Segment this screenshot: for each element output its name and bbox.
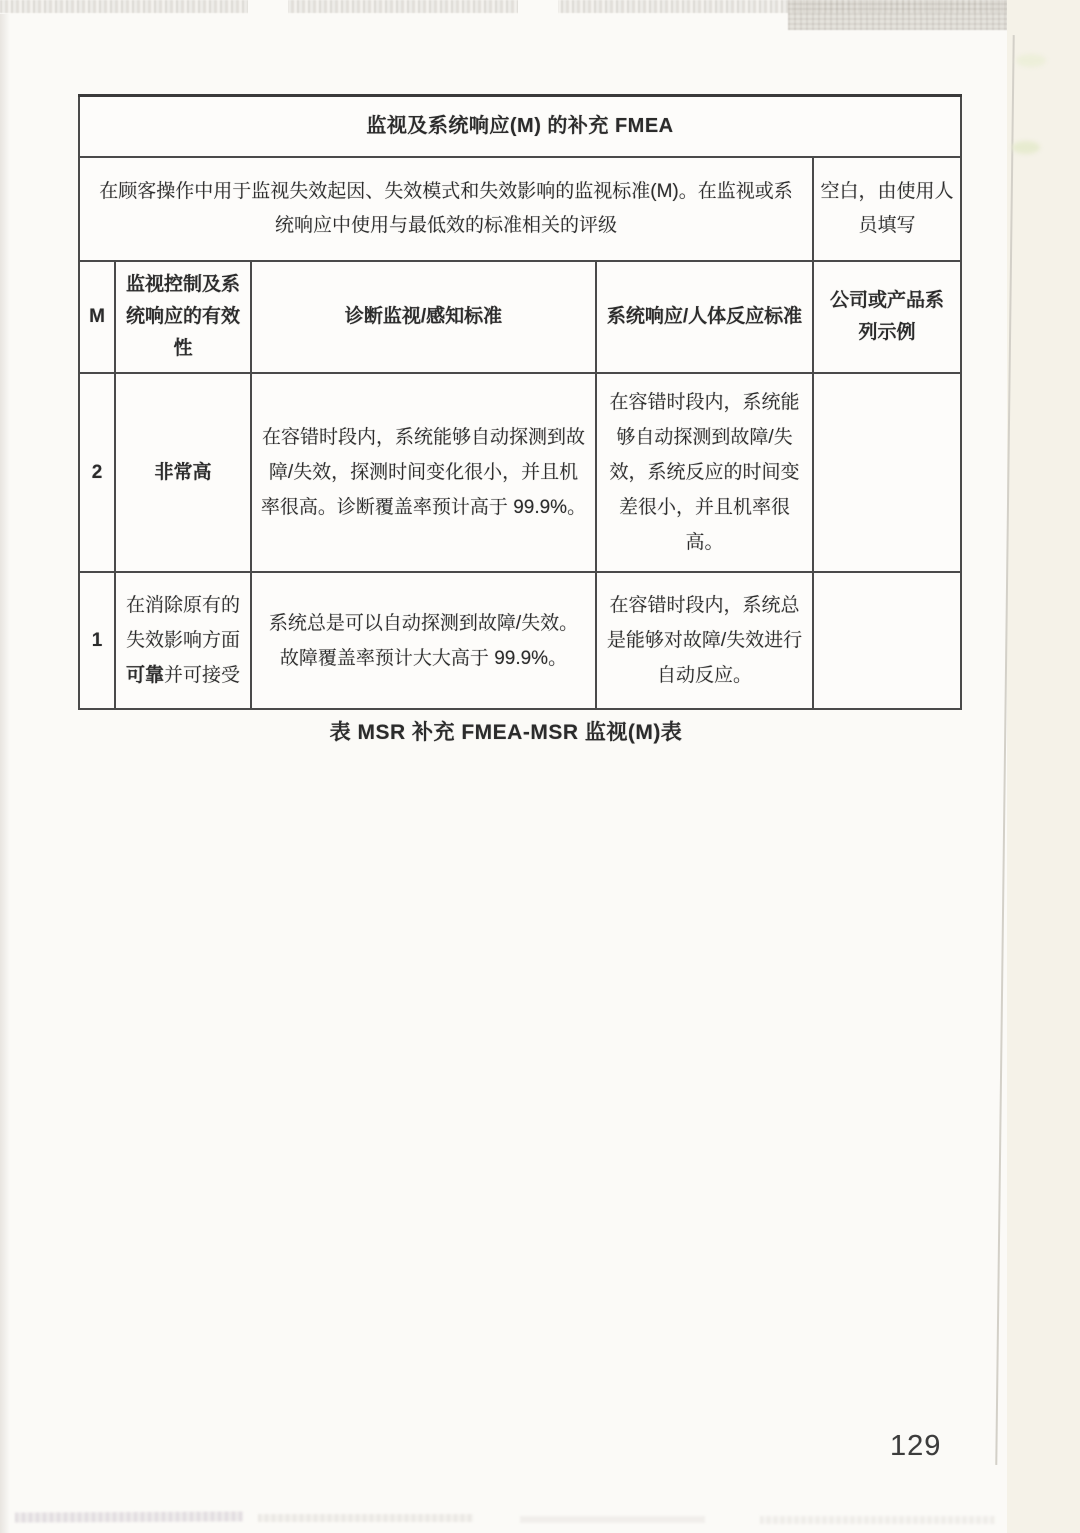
table-description: 在顾客操作中用于监视失效起因、失效模式和失效影响的监视标准(M)。在监视或系统响应中使用与最低效的标准相关的评级	[79, 157, 813, 261]
cell-m-value: 1	[79, 572, 115, 709]
page-left-shadow	[0, 14, 10, 1533]
table-title: 监视及系统响应(M) 的补充 FMEA	[79, 96, 961, 158]
scan-artifact-gap	[248, 0, 288, 14]
col-header-diagnostic: 诊断监视/感知标准	[251, 261, 596, 373]
effectiveness-text: 并可接受	[164, 665, 241, 686]
effectiveness-text-bold: 非常高	[154, 462, 212, 483]
scan-artifact-bottom	[15, 1511, 243, 1522]
scan-artifact-top-right-block	[788, 0, 1023, 30]
page-edge-margin	[1007, 0, 1080, 1533]
scan-smudge	[1016, 54, 1046, 67]
table-row-rating-1	[79, 572, 961, 709]
table-title-row	[79, 96, 961, 158]
cell-m-value: 2	[79, 373, 115, 572]
scan-smudge	[1012, 141, 1040, 154]
table-header-row	[79, 261, 961, 373]
table-caption: 表 MSR 补充 FMEA-MSR 监视(M)表	[329, 721, 683, 744]
page-number: 129	[890, 1430, 942, 1462]
table-description-row	[79, 157, 961, 261]
table-description-note: 空白，由使用人员填写	[813, 157, 961, 261]
col-header-m: M	[79, 261, 115, 373]
cell-effectiveness	[115, 572, 251, 709]
cell-effectiveness	[115, 373, 251, 572]
col-header-system-response: 系统响应/人体反应标准	[596, 261, 813, 373]
col-header-examples: 公司或产品系列示例	[813, 261, 961, 373]
scan-artifact-bottom	[760, 1516, 995, 1524]
cell-system-response-criteria: 在容错时段内，系统总是能够对故障/失效进行自动反应。	[596, 572, 813, 709]
cell-diagnostic-criteria: 系统总是可以自动探测到故障/失效。故障覆盖率预计大大高于 99.9%。	[251, 572, 596, 709]
fmea-msr-monitoring-table	[78, 94, 962, 710]
effectiveness-text-bold: 可靠	[125, 665, 164, 686]
scan-artifact-gap	[518, 0, 558, 14]
scan-artifact-bottom	[258, 1514, 473, 1522]
col-header-effectiveness: 监视控制及系统响应的有效性	[115, 261, 251, 373]
cell-examples-empty	[813, 572, 961, 709]
effectiveness-text: 在消除原有的失效影响方面	[125, 595, 240, 651]
cell-examples-empty	[813, 373, 961, 572]
table-row-rating-2	[79, 373, 961, 572]
cell-diagnostic-criteria: 在容错时段内，系统能够自动探测到故障/失效，探测时间变化很小，并且机率很高。诊断覆盖率预计高于 99.9%。	[251, 373, 596, 572]
cell-system-response-criteria: 在容错时段内，系统能够自动探测到故障/失效，系统反应的时间变差很小，并且机率很高。	[596, 373, 813, 572]
scan-artifact-bottom	[520, 1516, 705, 1523]
